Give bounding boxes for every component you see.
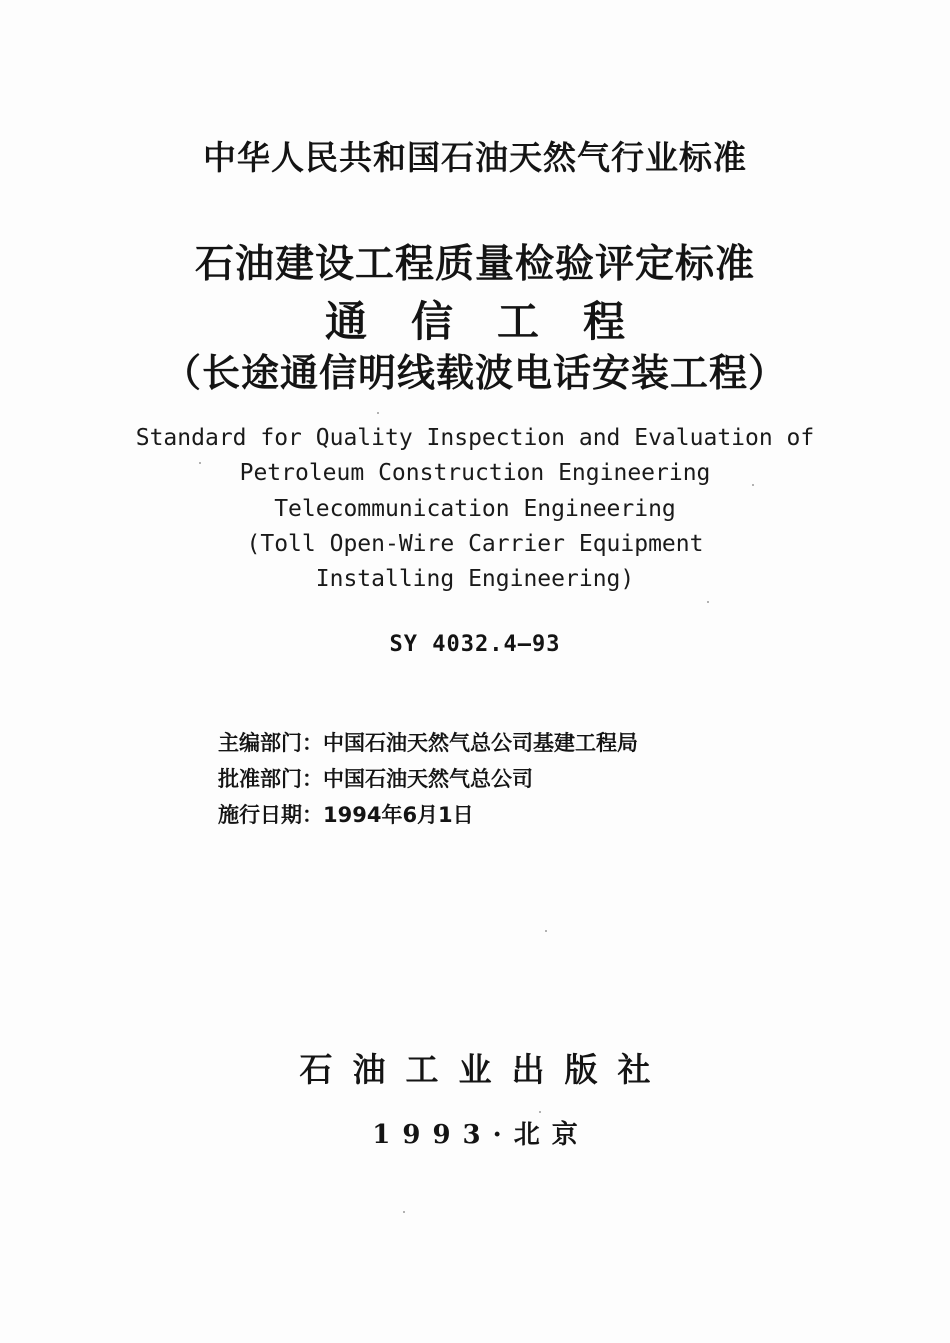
english-title-line-4: (Toll Open-Wire Carrier Equipment — [246, 531, 704, 557]
industry-standard-heading: 中华人民共和国石油天然气行业标准 — [203, 138, 747, 177]
approval-department: 批准部门：中国石油天然气总公司 — [218, 767, 533, 791]
publisher-name: 石油工业出版社 — [299, 1050, 671, 1089]
english-title-line-1: Standard for Quality Inspection and Evaluation of — [135, 425, 815, 451]
scan-speck — [707, 601, 709, 603]
document-title: 石油建设工程质量检验评定标准 — [194, 241, 755, 287]
english-title-line-5: Installing Engineering) — [315, 566, 635, 592]
document-subtitle: 通信工程 — [324, 297, 669, 346]
document-subtitle-parenthetical: （长途通信明线载波电话安装工程） — [162, 350, 787, 395]
scan-speck — [752, 484, 754, 486]
scan-speck — [377, 412, 379, 414]
english-title-line-3: Telecommunication Engineering — [274, 496, 676, 522]
editor-department: 主编部门：中国石油天然气总公司基建工程局 — [218, 731, 638, 755]
scan-speck — [539, 1111, 541, 1113]
english-title-line-2: Petroleum Construction Engineering — [239, 460, 711, 486]
effective-date: 施行日期：1994年6月1日 — [218, 803, 474, 827]
scan-speck — [403, 1211, 405, 1213]
publication-year-place: 1993·北京 — [372, 1120, 590, 1150]
standard-code: SY 4032.4—93 — [389, 632, 561, 657]
scan-speck — [199, 462, 201, 464]
scan-speck — [545, 930, 547, 932]
